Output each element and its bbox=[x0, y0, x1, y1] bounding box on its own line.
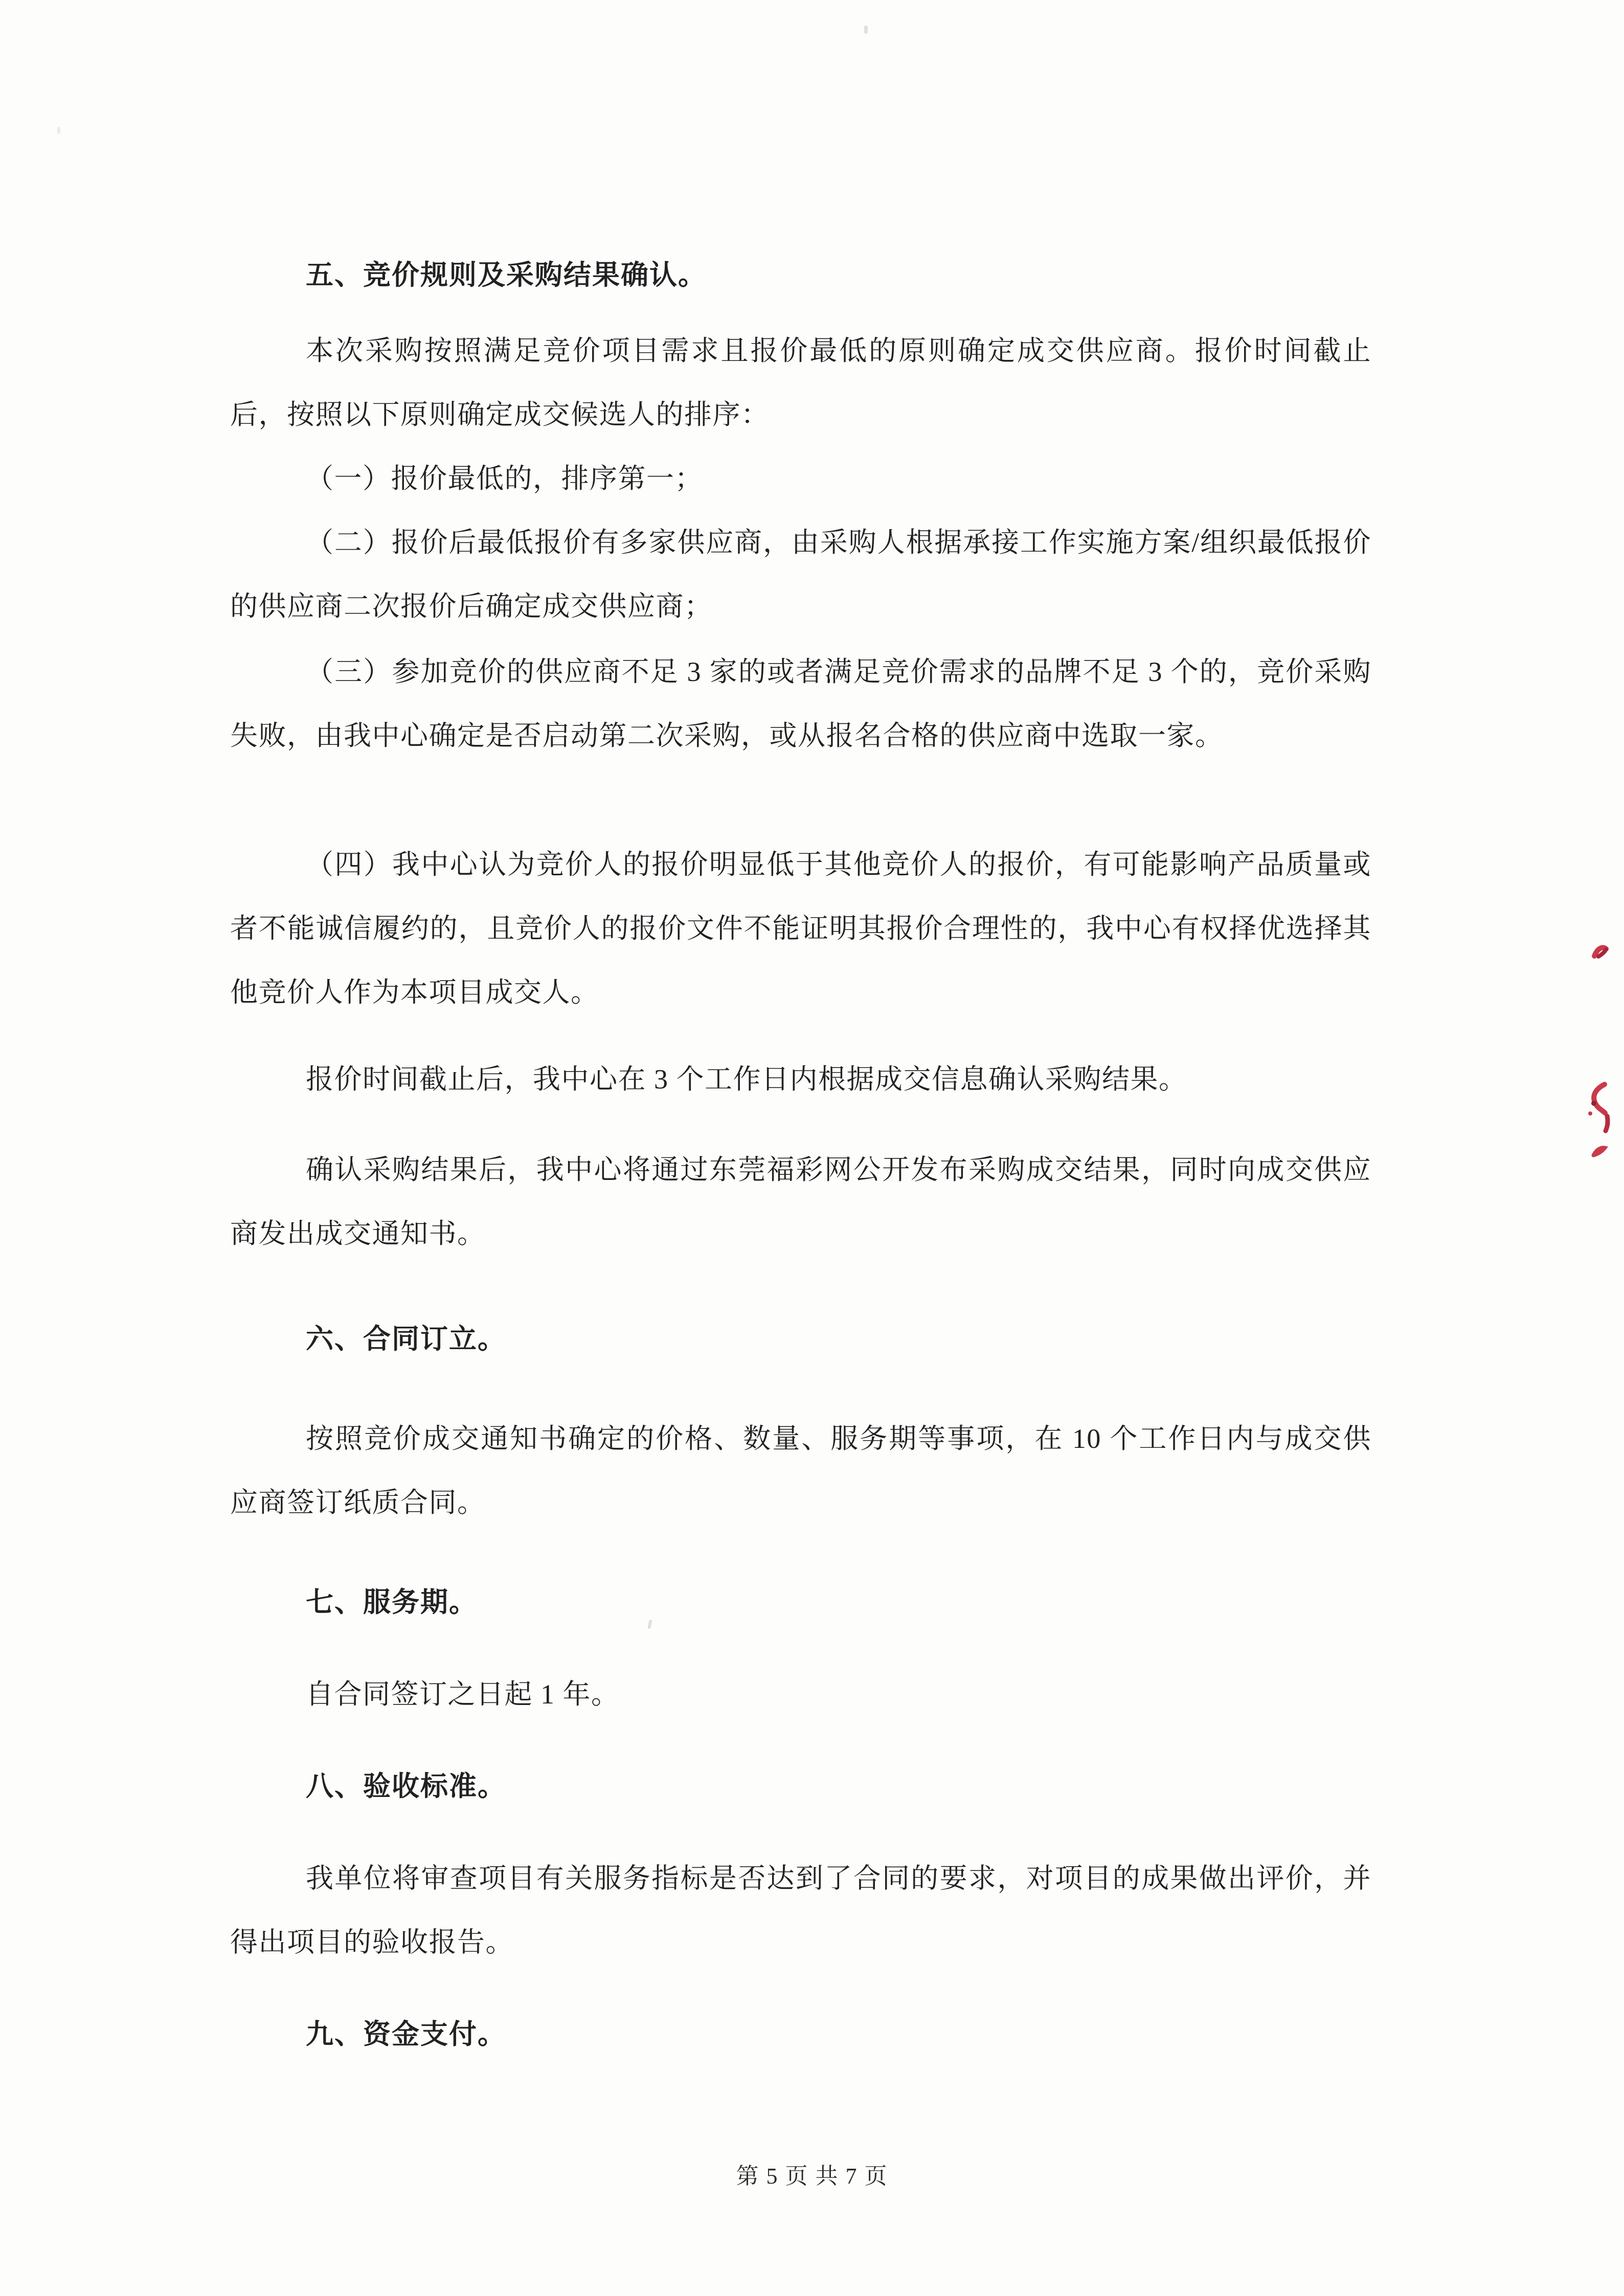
heading-section-5: 五、竞价规则及采购结果确认。 bbox=[306, 260, 707, 290]
paragraph: 我单位将审查项目有关服务指标是否达到了合同的要求，对项目的成果做出评价，并得出项目的验收报告。 bbox=[230, 1863, 1371, 1958]
red-ink-mark bbox=[1594, 1084, 1605, 1113]
paragraph-item-2: （二）报价后最低报价有多家供应商，由采购人根据承接工作实施方案/组织最低报价的供应商二次报价后确定成交供应商； bbox=[230, 527, 1371, 622]
red-ink-mark bbox=[1606, 1116, 1608, 1131]
page-number: 第 5 页 共 7 页 bbox=[736, 2164, 888, 2189]
red-ink-dot bbox=[1588, 1111, 1592, 1116]
paragraph: 本次采购按照满足竞价项目需求且报价最低的原则确定成交供应商。报价时间截止后，按照以下原则确定成交候选人的排序： bbox=[230, 335, 1371, 430]
red-ink-dot bbox=[1591, 1101, 1596, 1106]
paragraph: 自合同签订之日起 1 年。 bbox=[306, 1679, 620, 1710]
paragraph: 报价时间截止后，我中心在 3 个工作日内根据成交信息确认采购结果。 bbox=[306, 1064, 1187, 1095]
heading-section-9: 九、资金支付。 bbox=[306, 2019, 506, 2050]
heading-section-7: 七、服务期。 bbox=[306, 1587, 478, 1618]
paragraph-item-4: （四）我中心认为竞价人的报价明显低于其他竞价人的报价，有可能影响产品质量或者不能诚信履约的，且竞价人的报价文件不能证明其报价合理性的，我中心有权择优选择其他竞价人作为本项目成交人。 bbox=[230, 849, 1371, 1008]
paragraph: 按照竞价成交通知书确定的价格、数量、服务期等事项，在 10 个工作日内与成交供应商签订纸质合同。 bbox=[230, 1423, 1371, 1518]
paragraph-item-1: （一）报价最低的，排序第一； bbox=[306, 463, 703, 494]
heading-section-8: 八、验收标准。 bbox=[306, 1771, 506, 1802]
scan-artifact bbox=[864, 26, 868, 34]
paragraph: 确认采购结果后，我中心将通过东莞福彩网公开发布采购成交结果，同时向成交供应商发出成交通知书。 bbox=[230, 1154, 1371, 1249]
scan-artifact bbox=[57, 127, 60, 134]
paragraph-item-3: （三）参加竞价的供应商不足 3 家的或者满足竞价需求的品牌不足 3 个的，竞价采购失败，由我中心确定是否启动第二次采购，或从报名合格的供应商中选取一家。 bbox=[230, 656, 1371, 751]
red-ink-mark bbox=[1593, 1148, 1605, 1155]
heading-section-6: 六、合同订立。 bbox=[306, 1324, 506, 1354]
red-ink-annotation-marks bbox=[1578, 941, 1624, 1176]
